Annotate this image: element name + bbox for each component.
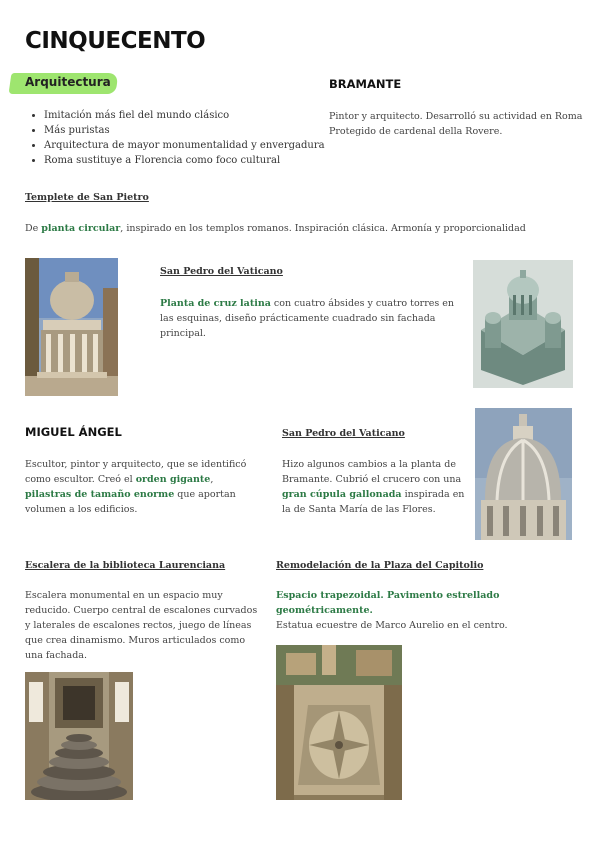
arquitectura-list xyxy=(28,108,325,168)
list-item: • Roma sustituye a Florencia como foco cultural xyxy=(44,153,325,168)
templete-heading: Templete de San Pietro xyxy=(25,192,149,203)
dome-photo xyxy=(475,408,572,540)
templete-photo xyxy=(25,258,118,396)
escalera-photo xyxy=(25,672,133,800)
miguel-heading: MIGUEL ÁNGEL xyxy=(25,425,122,439)
list-item: • Arquitectura de mayor monumentalidad y envergadura xyxy=(44,138,325,153)
bramante-text: Pintor y arquitecto. Desarrolló su actividad en Roma Protegido de cardenal della Rovere. xyxy=(329,111,583,137)
bramante-heading: BRAMANTE xyxy=(329,77,402,91)
san-pedro-text: Planta de cruz latina con cuatro ábsides y cuatro torres en las esquinas, diseño prácticamente cuadrado sin fachada principal. xyxy=(160,298,455,339)
san-pedro-model-photo xyxy=(473,260,573,388)
list-item: • Más puristas xyxy=(44,123,325,138)
miguel-text: Escultor, pintor y arquitecto, que se identificó como escultor. Creó el orden gigante, pilastras de tamaño enorme que aportan volumen a los edificios. xyxy=(25,459,247,515)
page-title: CINQUECENTO xyxy=(25,28,206,54)
escalera-text: Escalera monumental en un espacio muy reducido. Cuerpo central de escalones curvados y laterales de escalones rectos, juego de líneas que crea dinamismo. Muros articulados como una fachada. xyxy=(25,590,258,661)
capitolio-text: Espacio trapezoidal. Pavimento estrellado geométricamente. Estatua ecuestre de Marco Aurelio en el centro. xyxy=(276,590,508,631)
list-item: • Imitación más fiel del mundo clásico xyxy=(44,108,325,123)
san-pedro-2-text: Hizo algunos cambios a la planta de Bramante. Cubrió el crucero con una gran cúpula gallonada inspirada en la de Santa María de las Flores. xyxy=(282,459,465,515)
capitolio-photo xyxy=(276,645,402,800)
san-pedro-heading: San Pedro del Vaticano xyxy=(160,266,283,277)
san-pedro-2-heading: San Pedro del Vaticano xyxy=(282,428,405,439)
capitolio-heading: Remodelación de la Plaza del Capitolio xyxy=(276,560,484,571)
arquitectura-label: Arquitectura xyxy=(25,75,111,89)
templete-text: De planta circular, inspirado en los templos romanos. Inspiración clásica. Armonía y proporcionalidad xyxy=(25,223,526,234)
escalera-heading: Escalera de la biblioteca Laurenciana xyxy=(25,560,226,571)
